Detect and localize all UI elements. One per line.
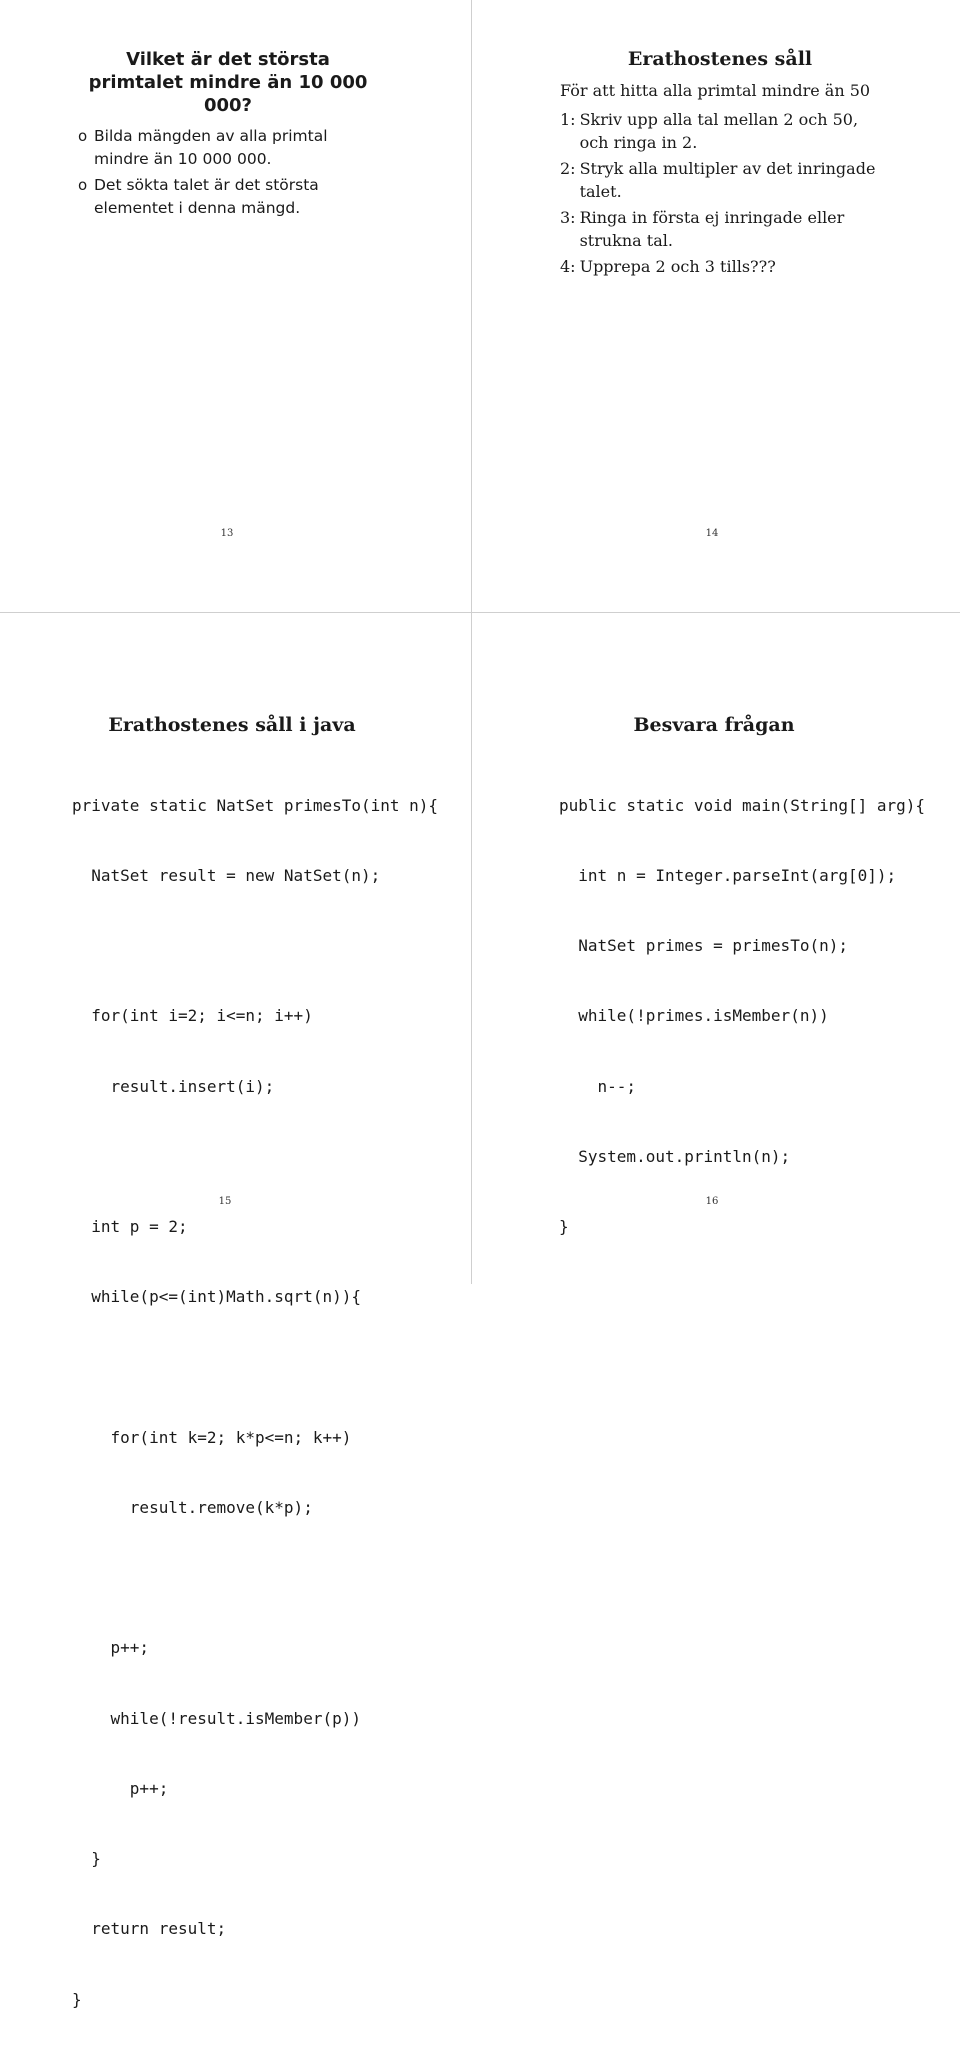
- page-number-13: 13: [220, 528, 234, 539]
- code-line: for(int k=2; k*p<=n; k++): [72, 1427, 352, 1447]
- bullet-item: [78, 125, 378, 171]
- code-line: return result;: [72, 1919, 227, 1939]
- slide-16: [559, 713, 954, 1285]
- step-number: 2:: [560, 159, 576, 178]
- page-number-14: 14: [705, 528, 719, 539]
- code-line: public static void main(String[] arg){: [559, 795, 926, 815]
- slide-14: [560, 47, 880, 281]
- step-text: Ringa in första ej inringade eller strukna tal.: [579, 208, 845, 250]
- code-line: [72, 1145, 462, 1168]
- code-line: }: [559, 1217, 569, 1237]
- code-line: while(!primes.isMember(n)): [559, 1006, 829, 1026]
- step-text: Upprepa 2 och 3 tills???: [579, 257, 776, 276]
- code-line: }: [72, 1989, 82, 2009]
- step-text: Skriv upp alla tal mellan 2 och 50, och ringa in 2.: [579, 110, 859, 152]
- step-item: [560, 255, 880, 278]
- code-line: p++;: [72, 1638, 150, 1658]
- slide-13-title: Vilket är det största primtalet mindre än 10 000 000?: [88, 49, 368, 116]
- bullet-marker: o: [78, 127, 88, 145]
- code-line: [72, 934, 462, 957]
- slide-13: [78, 48, 378, 223]
- step-number: 1:: [560, 110, 576, 129]
- code-line: for(int i=2; i<=n; i++): [72, 1006, 313, 1026]
- slide-16-title: Besvara frågan: [633, 714, 795, 736]
- step-item: [560, 157, 880, 203]
- step-number: 3:: [560, 208, 576, 227]
- slide-15-title: Erathostenes såll i java: [108, 714, 356, 736]
- bullet-text: Bilda mängden av alla primtal mindre än 10 000 000.: [94, 127, 328, 168]
- code-line: int n = Integer.parseInt(arg[0]);: [559, 866, 897, 886]
- code-line: int p = 2;: [72, 1217, 188, 1237]
- code-line: result.remove(k*p);: [72, 1498, 313, 1517]
- code-line: n--;: [559, 1076, 637, 1096]
- slide-14-body: [560, 79, 880, 278]
- page-number-15: 15: [218, 1196, 232, 1207]
- code-line: private static NatSet primesTo(int n){: [72, 795, 439, 815]
- code-line: result.insert(i);: [72, 1076, 275, 1096]
- page-number-16: 16: [705, 1196, 719, 1207]
- slide-16-code-block: [559, 747, 954, 1285]
- code-line: while(p<=(int)Math.sqrt(n)){: [72, 1287, 361, 1307]
- slide-15: [72, 713, 462, 2058]
- step-item: [560, 108, 880, 154]
- code-line: NatSet result = new NatSet(n);: [72, 866, 381, 886]
- code-line: NatSet primes = primesTo(n);: [559, 936, 848, 956]
- bullet-text: Det sökta talet är det största elementet i denna mängd.: [94, 176, 319, 217]
- slide-14-title: Erathostenes såll: [627, 48, 813, 70]
- bullet-marker: o: [78, 176, 88, 194]
- code-line: [72, 1356, 462, 1379]
- step-item: [560, 206, 880, 252]
- step-number: 4:: [560, 257, 576, 276]
- slide-14-intro: För att hitta alla primtal mindre än 50: [560, 81, 871, 100]
- step-text: Stryk alla multipler av det inringade talet.: [579, 159, 876, 201]
- slide-15-code-block: [72, 747, 462, 2058]
- bullet-item: [78, 174, 378, 220]
- code-line: while(!result.isMember(p)): [72, 1708, 361, 1728]
- code-line: System.out.println(n);: [559, 1146, 791, 1166]
- code-line: [72, 1566, 462, 1589]
- code-line: p++;: [72, 1778, 169, 1798]
- slide-13-bullets: [78, 125, 378, 220]
- code-line: }: [72, 1849, 101, 1869]
